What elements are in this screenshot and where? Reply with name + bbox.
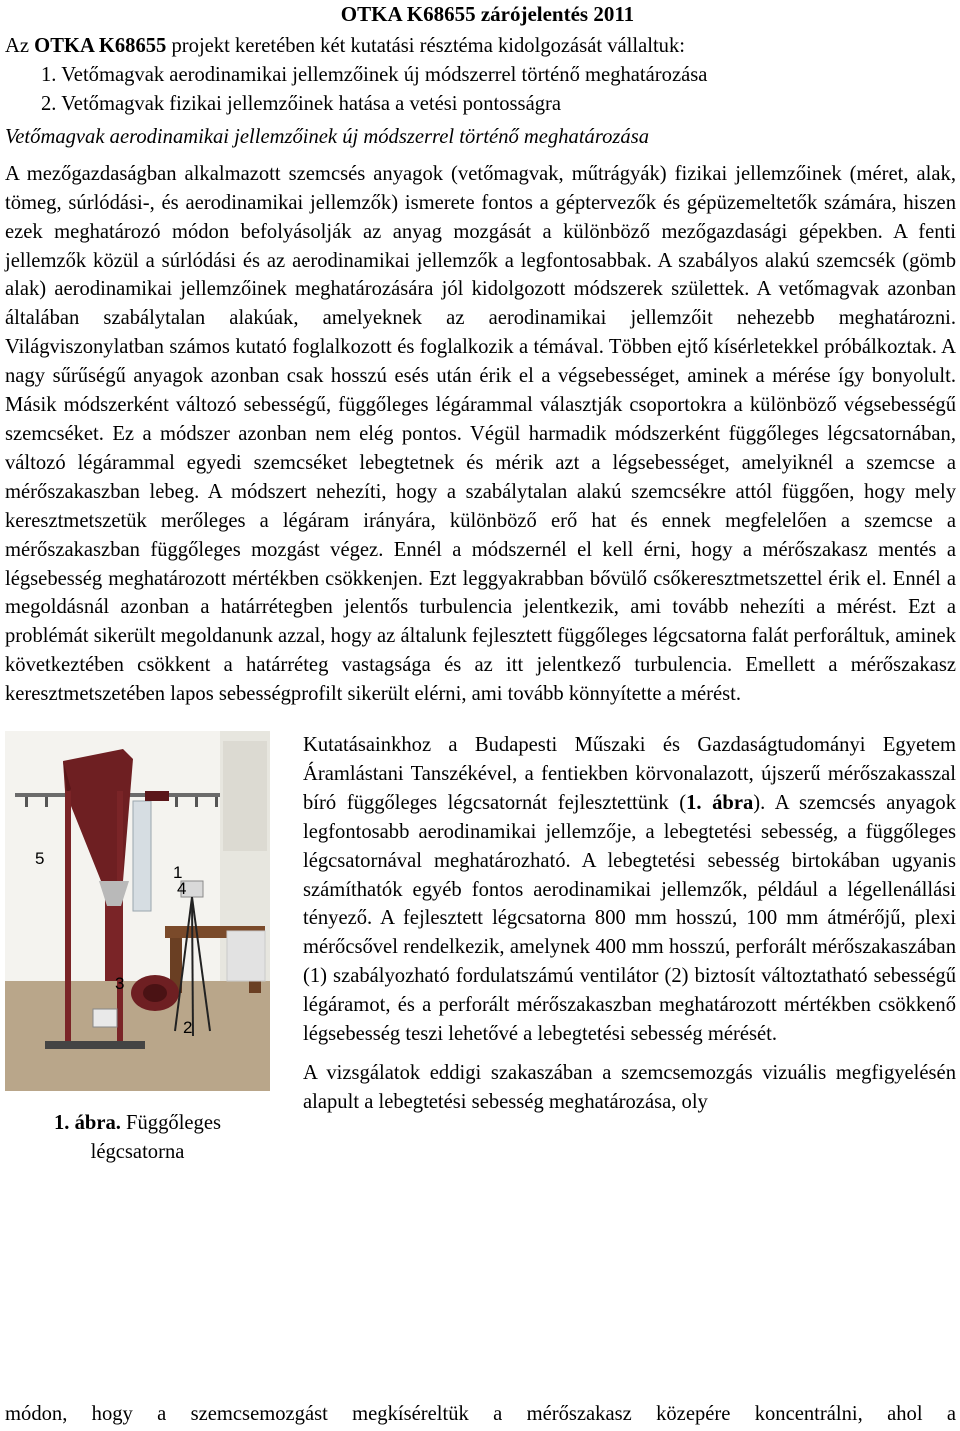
figure-reference: 1. ábra <box>686 791 754 814</box>
side-paragraph-2: A vizsgálatok eddigi szakaszában a szemcsemozgás vizuális megfigyelésén alapult a lebegtetési sebesség meghatározása, oly <box>303 1062 956 1113</box>
side-paragraph-1 <box>303 731 956 1049</box>
side-text-column <box>303 731 956 1117</box>
caption-text: Függőleges légcsatorna <box>90 1112 222 1164</box>
topic-list <box>5 61 956 119</box>
label-3: 3 <box>115 974 125 994</box>
side-p1-end: ). A szemcsés anyagok legfontosabb aerodinamikai jellemzője, a lebegtetési sebesség, a függőleges légcsatornával meghatározható. A lebegtetési sebesség birtokában ugyanis számíthatók egyéb fontos aerodinamikai jellemzők, például a légellenállási tényező. A fejlesztett légcsatorna 800 mm hosszú, 100 mm átmérőjű, plexi mérőcsővel rendelkezik, amelynek 400 mm hosszú, perforált mérőszakaszában (1) szabályozható fordulatszámú ventilátor (2) biztosít változtatható sebességű légáramot, és a perforált mérőszakaszban meghatározott mértékben csökkenő légsebesség teszi lehetővé a lebegtetési sebesség mérését. <box>303 791 956 1046</box>
section-heading: Vetőmagvak aerodinamikai jellemzőinek új módszerrel történő meghatározása <box>5 125 650 148</box>
topic-item-1: 1. Vetőmagvak aerodinamikai jellemzőinek új módszerrel történő meghatározása <box>41 63 708 86</box>
label-4: 4 <box>177 879 187 899</box>
label-1: 1 <box>173 863 183 883</box>
document-page <box>5 0 956 1425</box>
label-2: 2 <box>183 1018 193 1038</box>
intro-prefix: Az <box>5 35 35 57</box>
vertical-air-duct-photo <box>5 731 270 1091</box>
intro-line <box>5 32 956 61</box>
photo-illustration <box>5 731 270 1091</box>
report-title: OTKA K68655 zárójelentés 2011 <box>340 2 635 26</box>
figure-row <box>5 731 956 1236</box>
project-id: OTKA K68655 <box>34 35 167 57</box>
topic-item-2: 2. Vetőmagvak fizikai jellemzőinek hatása a vetési pontosságra <box>41 92 562 115</box>
caption-label: 1. ábra. <box>53 1112 121 1135</box>
continuation-line: módon, hogy a szemcsemozgást megkíséreltük a mérőszakasz közepére koncentrálni, ahol a <box>5 1403 956 1425</box>
figure-caption <box>5 1109 270 1167</box>
intro-suffix: projekt keretében két kutatási résztéma kidolgozását vállaltuk: <box>166 35 685 57</box>
label-5: 5 <box>35 849 45 869</box>
section-paragraph: A mezőgazdaságban alkalmazott szemcsés anyagok (vetőmagvak, műtrágyák) fizikai jellemzőinek (méret, alak, tömeg, súrlódási-, és aerodinamikai jellemzők) ismerete fontos a géptervezők és gépüzemeltetők számára, hiszen ezek meghatározó módon befolyásolják az anyag mozgását a különböző mezőgazdasági gépekben. A fenti jellemzők közül a súrlódási és az aerodinamikai jellemzők a legfontosabbak. A szabályos alakú szemcsék (gömb alak) aerodinamikai jellemzőinek meghatározására jól kidolgozott módszerek születtek. A vetőmagvak azonban általában szabálytalan alakúak, amelyeknek az aerodinamikai jellemzőit nehezebb meghatározni. Világviszonylatban számos kutató foglalkozott és foglalkozik a témával. Többen ejtő kísérletekkel próbálkoztak. A nagy sűrűségű anyagok azonban csak hosszú esés után érik el a végsebességet, aminek a mérése így bonyolult. Másik módszerként változó sebességű, függőleges légárammal választják csoportokra a különböző végsebességű szemcséket. Ez a módszer azonban nem elég pontos. Végül harmadik módszerként függőleges légcsatornában, változó légárammal egyedi szemcséket lebegtetnek és mérik azt a légsebességet, amelyiknél a szemcse a mérőszakaszban lebeg. A módszert nehezíti, hogy a szabálytalan alakú szemcsékre attól függően, hogy mely keresztmetszetük merőleges a légáram irányára, különböző erő hat és ennek megfelelően a szemcse a mérőszakaszban függőleges mozgást végez. Ennél a módszernél el kell érni, hogy a mérőszakasz mentés a légsebesség meghatározott mértékben csökkenjen. Ezt leggyakrabban bővülő csőkeresztmetszettel érik el. Ennél a megoldásnál azonban a határrétegben jelentős turbulencia jelentkezik, ami tovább nehezíti a mérést. Ezt a problémát sikerült megoldanunk azzal, hogy az általunk fejlesztett függőleges légcsatorna falát perforáltuk, aminek következtében csökkent a határréteg vastagsága és az itt jelentkező turbulencia. Emellett a mérőszakasz keresztmetszetében lapos sebességprofilt sikerült elérni, ami tovább könnyítette a mérést. <box>5 162 956 706</box>
side-p1-start: Kutatásainkhoz a Budapesti Műszaki és Gazdaságtudományi Egyetem Áramlástani Tanszékével, a fentiekben körvonalazott, újszerű mérőszakasszal bíró függőleges légcsatornát fejlesztettünk ( <box>303 734 956 814</box>
